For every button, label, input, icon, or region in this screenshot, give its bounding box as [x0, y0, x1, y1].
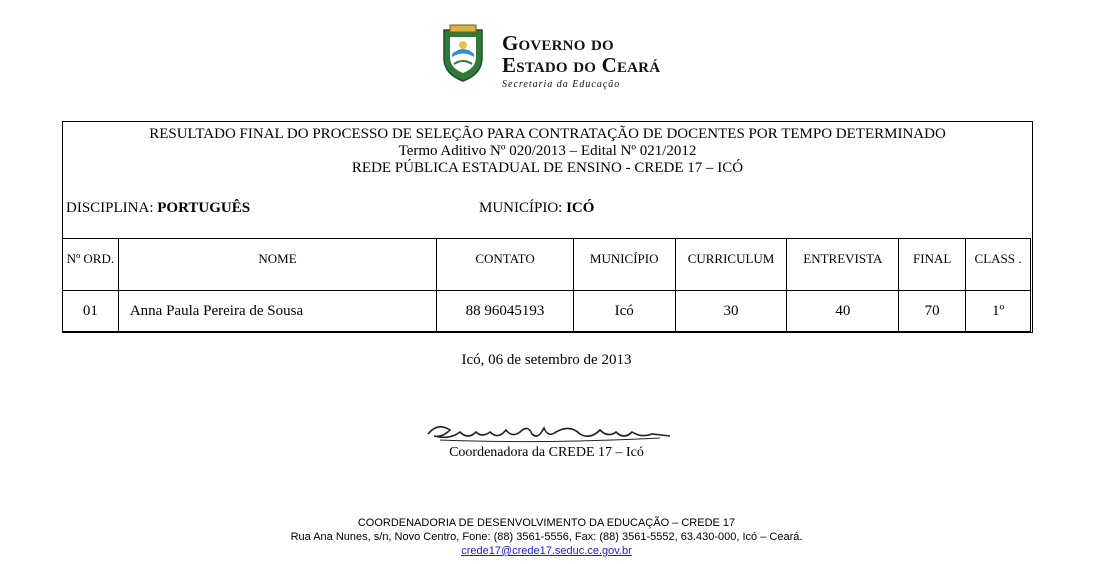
cell-curriculum: 30: [675, 291, 787, 332]
col-header-contact: CONTATO: [437, 239, 574, 291]
cell-ord: 01: [63, 291, 119, 332]
cell-final: 70: [899, 291, 966, 332]
brand-line-2: Estado do Ceará: [502, 53, 661, 77]
municipality-field: [479, 200, 594, 217]
cell-contact: 88 96045193: [437, 291, 574, 332]
signer-title: Coordenadora da CREDE 17 – Icó: [449, 445, 644, 460]
col-header-class: CLASS .: [966, 239, 1031, 291]
col-header-final: FINAL: [899, 239, 966, 291]
footer-address: Rua Ana Nunes, s/n, Novo Centro, Fone: (88) 3561-5556, Fax: (88) 3561-5552, 63.430-000, Icó – Ceará.: [290, 531, 803, 543]
header-logo: [440, 24, 690, 94]
results-table: [62, 238, 1031, 332]
discipline-value: PORTUGUÊS: [157, 200, 251, 216]
cell-class: 1º: [966, 291, 1031, 332]
cell-municipality: Icó: [573, 291, 675, 332]
brand-subtitle: Secretaria da Educação: [502, 79, 621, 90]
title-line-1: RESULTADO FINAL DO PROCESSO DE SELEÇÃO PARA CONTRATAÇÃO DE DOCENTES POR TEMPO DETERMINADO: [149, 126, 946, 142]
signature-image: [420, 420, 680, 446]
title-line-2: Termo Aditivo Nº 020/2013 – Edital Nº 021/2012: [398, 143, 697, 159]
table-row: [63, 291, 1031, 332]
col-header-interview: ENTREVISTA: [787, 239, 899, 291]
brand-line-1: Governo do: [502, 31, 614, 55]
date-line: Icó, 06 de setembro de 2013: [461, 352, 632, 368]
municipality-value: ICÓ: [566, 200, 595, 216]
col-header-municipality: MUNICÍPIO: [573, 239, 675, 291]
col-header-ord: Nº ORD.: [63, 239, 119, 291]
table-header-row: [63, 239, 1031, 291]
state-crest-icon: [440, 24, 486, 82]
result-frame: [62, 121, 1033, 333]
discipline-field: [66, 200, 250, 217]
footer-org: COORDENADORIA DE DESENVOLVIMENTO DA EDUCAÇÃO – CREDE 17: [357, 517, 736, 529]
cell-name: Anna Paula Pereira de Sousa: [118, 291, 436, 332]
footer: [0, 516, 1093, 558]
municipality-label: MUNICÍPIO:: [479, 200, 567, 216]
document-title: [63, 126, 1032, 177]
cell-interview: 40: [787, 291, 899, 332]
col-header-curriculum: CURRICULUM: [675, 239, 787, 291]
footer-email-link[interactable]: crede17@crede17.seduc.ce.gov.br: [461, 545, 632, 557]
col-header-name: NOME: [118, 239, 436, 291]
title-line-3: REDE PÚBLICA ESTADUAL DE ENSINO - CREDE 17 – ICÓ: [351, 160, 744, 176]
discipline-label: DISCIPLINA:: [66, 200, 158, 216]
